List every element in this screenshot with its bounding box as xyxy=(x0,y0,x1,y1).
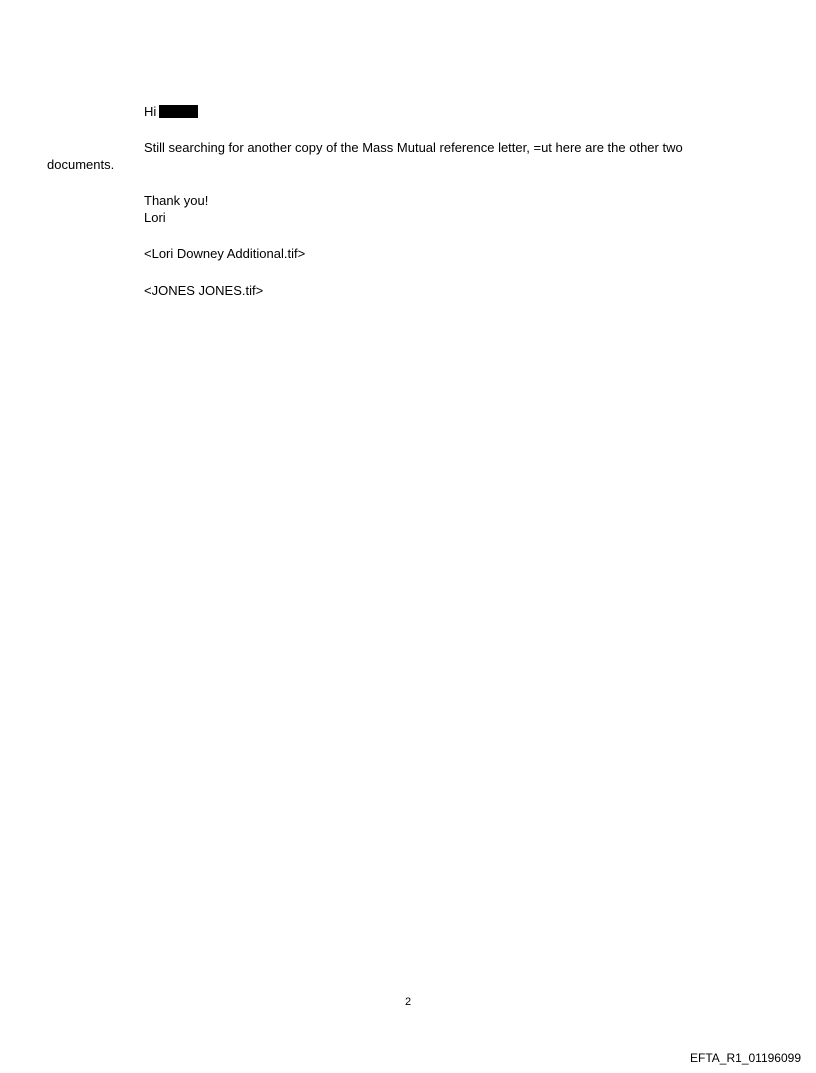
greeting-line xyxy=(144,104,198,120)
attachment-reference: <Lori Downey Additional.tif> xyxy=(144,246,306,261)
signature-name: Lori xyxy=(144,210,166,225)
greeting-text: Hi xyxy=(144,104,157,119)
closing-text: Thank you! xyxy=(144,193,209,208)
message-body-line-2: documents. xyxy=(47,157,115,172)
attachment-reference: <JONES JONES.tif> xyxy=(144,283,264,298)
message-body-line-1: Still searching for another copy of the Mass Mutual reference letter, =ut here are the other two xyxy=(144,140,683,155)
bates-number: EFTA_R1_01196099 xyxy=(690,1051,801,1065)
page-number: 2 xyxy=(404,996,412,1008)
redaction-box xyxy=(159,105,198,118)
